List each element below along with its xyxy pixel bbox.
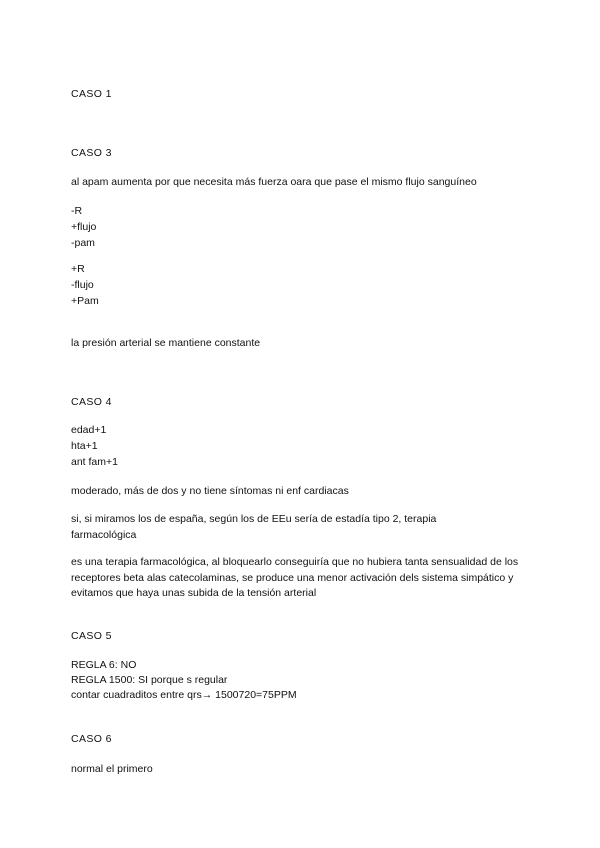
caso-4-factor: hta+1 bbox=[71, 440, 98, 452]
caso-4-heading: CASO 4 bbox=[71, 396, 112, 408]
caso-4-therapy: es una terapia farmacológica, al bloquearlo conseguiría que no hubiera tanta sensualidad de los receptores beta alas catecolaminas, se produce una menor activación dels sistema simpático y evitamos que haya unas subida de la tensión arterial bbox=[71, 556, 519, 599]
caso-6-note: normal el primero bbox=[71, 763, 153, 775]
caso-4-factor: edad+1 bbox=[71, 424, 107, 436]
caso-5-line: contar cuadraditos entre qrs→ 1500720=75PPM bbox=[71, 689, 297, 701]
caso-3-intro: al apam aumenta por que necesita más fuerza oara que pase el mismo flujo sanguíneo bbox=[71, 176, 477, 188]
caso-3-group1-item: -pam bbox=[71, 237, 95, 249]
caso-3-group2-item: +R bbox=[71, 263, 85, 275]
caso-3-group1-item: +flujo bbox=[71, 221, 97, 233]
caso-6-heading: CASO 6 bbox=[71, 733, 112, 745]
caso-3-conclusion: la presión arterial se mantiene constante bbox=[71, 337, 261, 349]
caso-4-factor: ant fam+1 bbox=[71, 456, 118, 468]
caso-4-classification: si, si miramos los de españa, según los de EEu sería de estadía tipo 2, terapia farmacológica bbox=[71, 513, 437, 541]
caso-5-heading: CASO 5 bbox=[71, 630, 112, 642]
caso-3-group2-item: -flujo bbox=[71, 279, 94, 291]
caso-3-group2-item: +Pam bbox=[71, 295, 99, 307]
caso-3-heading: CASO 3 bbox=[71, 147, 112, 159]
caso-1-heading: CASO 1 bbox=[71, 88, 112, 100]
caso-5-line: REGLA 6: NO bbox=[71, 659, 137, 671]
caso-5-line: REGLA 1500: SI porque s regular bbox=[71, 674, 228, 686]
caso-4-assessment: moderado, más de dos y no tiene síntomas ni enf cardiacas bbox=[71, 485, 349, 497]
caso-3-group1-item: -R bbox=[71, 205, 83, 217]
